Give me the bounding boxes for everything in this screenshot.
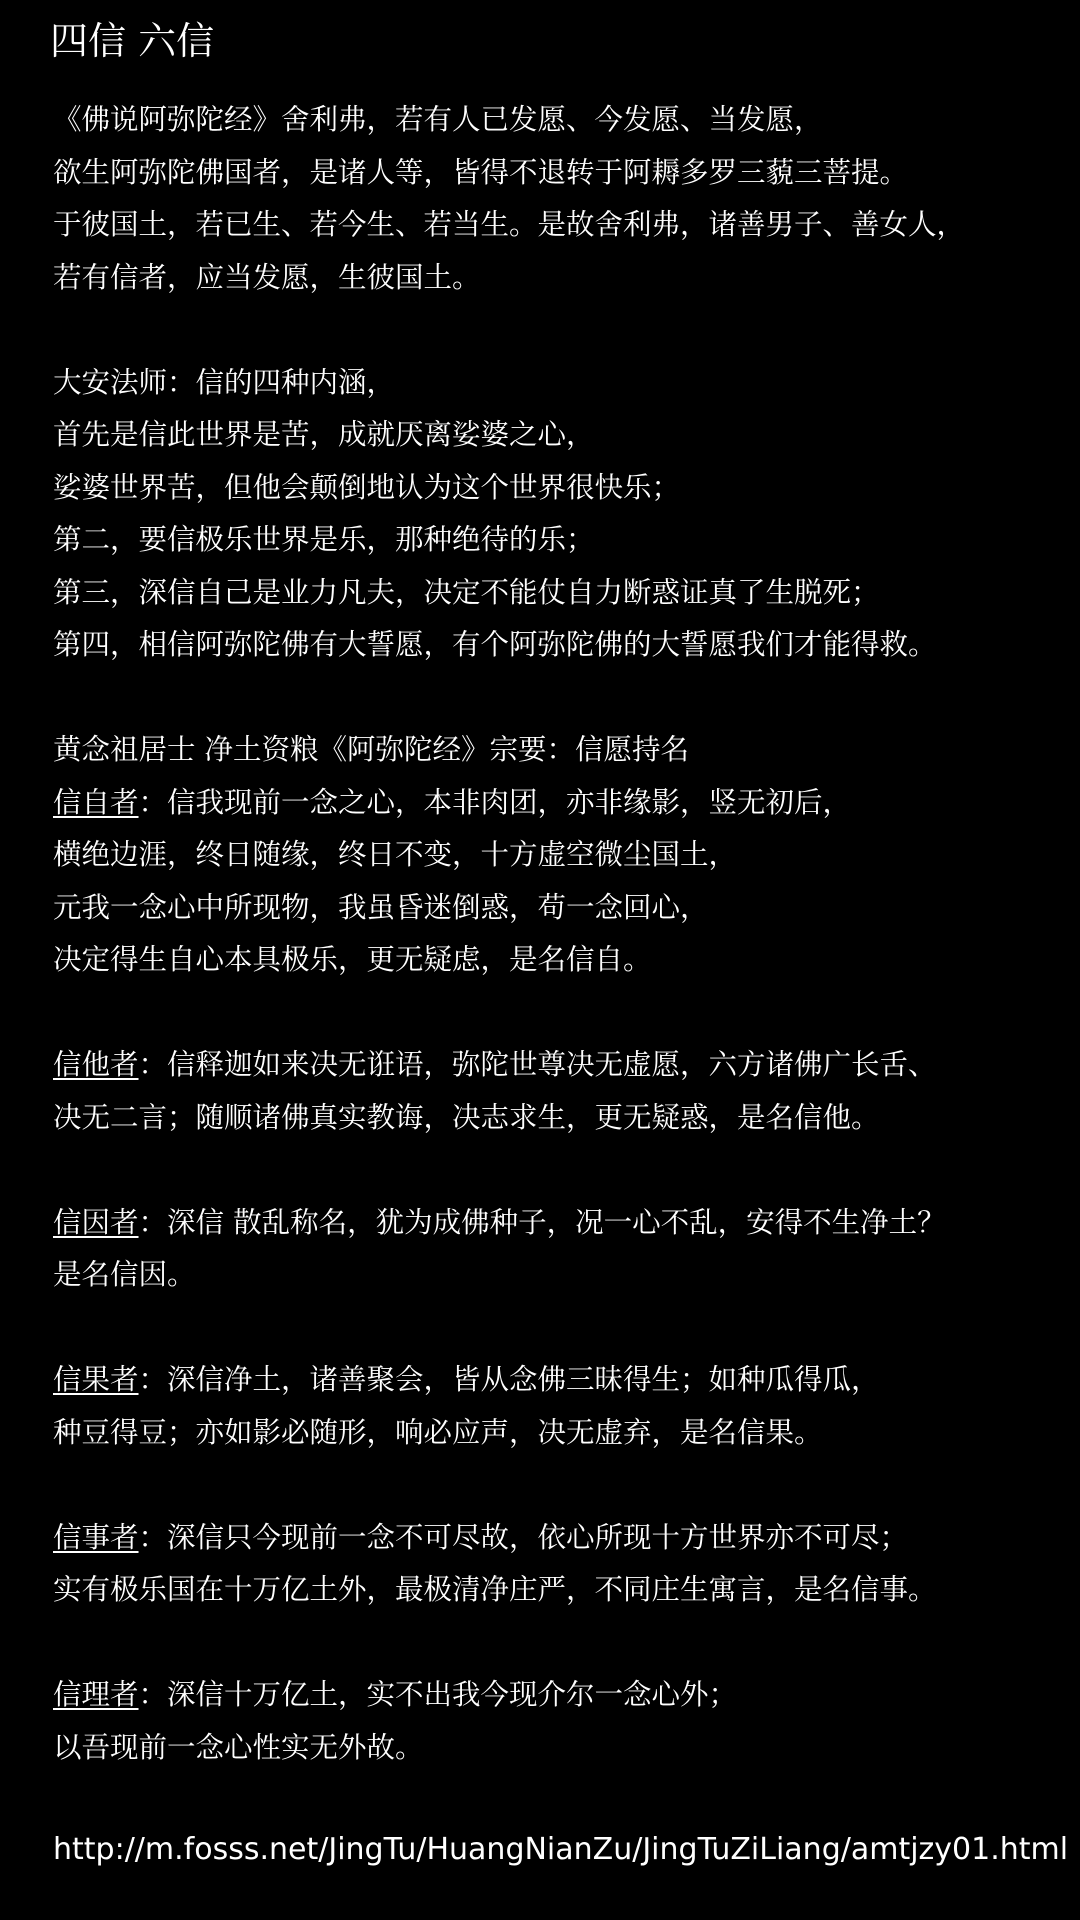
daan-line-5: 第三，深信自己是业力凡夫，决定不能仗自力断惑证真了生脱死；	[53, 575, 880, 609]
xin-shi-line-1	[53, 1512, 1063, 1565]
xin-li-term: 信理者	[53, 1678, 139, 1711]
sutra-line-3: 于彼国土，若已生、若今生、若当生。是故舍利弗，诸善男子、善女人，	[53, 208, 966, 241]
daan-line-6: 第四，相信阿弥陀佛有大誓愿，有个阿弥陀佛的大誓愿我们才能得救。	[53, 628, 937, 661]
paragraph-gap	[53, 1144, 1063, 1197]
daan-line-2: 首先是信此世界是苦，成就厌离娑婆之心，	[53, 418, 595, 451]
xin-ta-first: ：信释迦如来决无诳语，弥陀世尊决无虚愿，六方诸佛广长舌、	[138, 1048, 937, 1081]
paragraph-gap	[53, 1302, 1063, 1355]
xin-guo-line-1	[53, 1354, 1063, 1407]
xin-shi-line-2: 实有极乐国在十万亿土外，最极清净庄严，不同庄生寓言，是名信事。	[53, 1573, 937, 1606]
sutra-line-2: 欲生阿弥陀佛国者，是诸人等，皆得不退转于阿耨多罗三藐三菩提。	[53, 155, 909, 189]
xin-yin-line-2: 是名信因。	[53, 1258, 196, 1291]
xin-zi-term: 信自者	[53, 785, 139, 819]
document-body	[53, 94, 1063, 1774]
xin-yin-term: 信因者	[53, 1205, 139, 1239]
xin-shi-first: ：深信只今现前一念不可尽故，依心所现十方世界亦不可尽；	[138, 1520, 909, 1554]
xin-guo-term: 信果者	[53, 1363, 139, 1396]
paragraph-gap	[53, 1459, 1063, 1512]
xin-zi-line-1	[53, 777, 1063, 830]
xin-li-first: ：深信十万亿土，实不出我今现介尔一念心外；	[138, 1678, 738, 1711]
xin-ta-line-1	[53, 1039, 1063, 1092]
source-url: http://m.fosss.net/JingTu/HuangNianZu/JingTuZiLiang/amtjzy01.html	[53, 1832, 1069, 1867]
huang-heading: 黄念祖居士 净土资粮《阿弥陀经》宗要：信愿持名	[53, 733, 690, 766]
page-title: 四信 六信	[50, 19, 215, 63]
xin-yin-line-1	[53, 1197, 1063, 1250]
sutra-line-1: 《佛说阿弥陀经》舍利弗，若有人已发愿、今发愿、当发愿，	[53, 103, 823, 136]
xin-guo-first: ：深信净土，诸善聚会，皆从念佛三昧得生；如种瓜得瓜，	[138, 1363, 880, 1396]
xin-zi-line-4: 决定得生自心本具极乐，更无疑虑，是名信自。	[53, 943, 652, 976]
paragraph-gap	[53, 672, 1063, 725]
xin-zi-first: ：信我现前一念之心，本非肉团，亦非缘影，竖无初后，	[138, 785, 852, 819]
xin-ta-line-2: 决无二言；随顺诸佛真实教诲，决志求生，更无疑惑，是名信他。	[53, 1100, 880, 1134]
xin-shi-term: 信事者	[53, 1520, 139, 1554]
daan-line-3: 娑婆世界苦，但他会颠倒地认为这个世界很快乐；	[53, 470, 681, 504]
daan-line-1: 大安法师：信的四种内涵，	[53, 365, 396, 399]
xin-li-line-1	[53, 1669, 1063, 1722]
sutra-line-4: 若有信者，应当发愿，生彼国土。	[53, 260, 481, 294]
xin-zi-line-3: 元我一念心中所现物，我虽昏迷倒惑，苟一念回心，	[53, 890, 709, 924]
paragraph-gap	[53, 1617, 1063, 1670]
paragraph-gap	[53, 987, 1063, 1040]
xin-ta-term: 信他者	[53, 1048, 139, 1081]
xin-li-line-2: 以吾现前一念心性实无外故。	[53, 1730, 424, 1764]
xin-zi-line-2: 横绝边涯，终日随缘，终日不变，十方虚空微尘国土，	[53, 838, 738, 871]
xin-guo-line-2: 种豆得豆；亦如影必随形，响必应声，决无虚弃，是名信果。	[53, 1415, 823, 1449]
xin-yin-first: ：深信 散乱称名，犹为成佛种子，况一心不乱，安得不生净土？	[138, 1205, 946, 1239]
paragraph-gap	[53, 304, 1063, 357]
daan-line-4: 第二，要信极乐世界是乐，那种绝待的乐；	[53, 523, 595, 556]
